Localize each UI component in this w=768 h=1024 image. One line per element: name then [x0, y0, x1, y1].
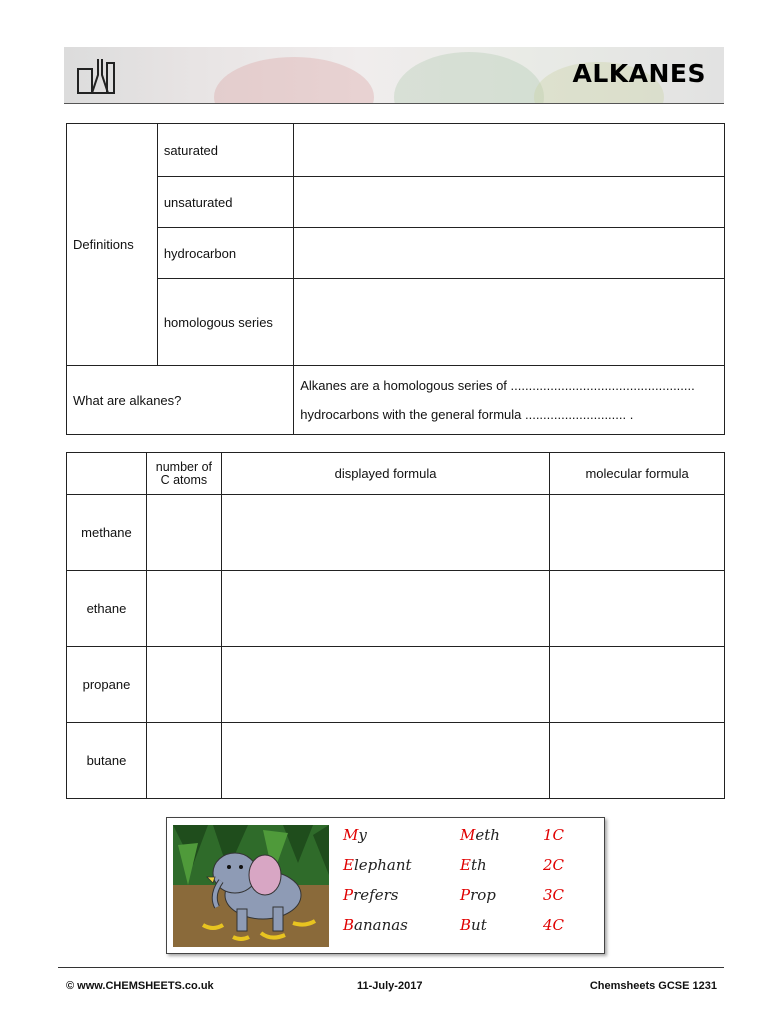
mnemonic-prefix: But	[460, 916, 487, 934]
mnemonic-prefix: Meth	[460, 826, 500, 844]
displayed-formula-cell[interactable]	[221, 571, 549, 647]
banner-decoration	[214, 57, 374, 104]
answer-cell[interactable]	[294, 228, 725, 279]
table-header-carbon-atoms	[146, 453, 221, 495]
carbon-count-label: 3C	[543, 886, 565, 904]
table-header-empty	[67, 453, 147, 495]
mnemonic-word: Prefers	[343, 886, 399, 904]
carbon-count-cell[interactable]	[146, 571, 221, 647]
term-unsaturated: unsaturated	[157, 177, 293, 228]
carbon-count-label: 1C	[543, 826, 565, 844]
page-title: ALKANES	[572, 59, 706, 88]
footer-date: 11-July-2017	[357, 980, 423, 992]
header-banner	[64, 47, 724, 104]
alkanes-fill-in-cell[interactable]	[294, 366, 725, 435]
molecular-formula-cell[interactable]	[550, 495, 725, 571]
carbon-count-cell[interactable]	[146, 495, 221, 571]
definitions-label: Definitions	[67, 124, 158, 366]
carbon-count-cell[interactable]	[146, 723, 221, 799]
displayed-formula-cell[interactable]	[221, 495, 549, 571]
displayed-formula-cell[interactable]	[221, 723, 549, 799]
mnemonic-box	[166, 817, 605, 954]
molecular-formula-cell[interactable]	[550, 723, 725, 799]
banner-decoration	[394, 52, 544, 104]
term-saturated: saturated	[157, 124, 293, 177]
table-header-molecular-formula: molecular formula	[550, 453, 725, 495]
row-name-butane: butane	[67, 723, 147, 799]
carbon-count-cell[interactable]	[146, 647, 221, 723]
answer-cell[interactable]	[294, 124, 725, 177]
term-homologous-series: homologous series	[157, 279, 293, 366]
answer-cell[interactable]	[294, 177, 725, 228]
mnemonic-prefix: Eth	[460, 856, 487, 874]
definitions-table	[66, 123, 725, 435]
answer-cell[interactable]	[294, 279, 725, 366]
footer-website: © www.CHEMSHEETS.co.uk	[66, 980, 214, 992]
footer-divider	[58, 967, 724, 968]
table-header-displayed-formula: displayed formula	[221, 453, 549, 495]
mnemonic-prefix: Prop	[460, 886, 496, 904]
fill-in-line-1: Alkanes are a homologous series of ...................................................	[300, 378, 695, 393]
mnemonic-word: Bananas	[343, 916, 408, 934]
molecular-formula-cell[interactable]	[550, 571, 725, 647]
molecular-formula-cell[interactable]	[550, 647, 725, 723]
footer-reference: Chemsheets GCSE 1231	[589, 980, 717, 992]
elephant-with-bananas-picture	[173, 825, 329, 947]
alkanes-table	[66, 452, 725, 799]
question-what-are-alkanes: What are alkanes?	[67, 366, 294, 435]
mnemonic-word: My	[343, 826, 367, 844]
row-name-ethane: ethane	[67, 571, 147, 647]
lab-glassware-icon	[74, 55, 120, 97]
term-hydrocarbon: hydrocarbon	[157, 228, 293, 279]
displayed-formula-cell[interactable]	[221, 647, 549, 723]
carbon-count-label: 4C	[543, 916, 565, 934]
fill-in-line-2: hydrocarbons with the general formula ............................ .	[300, 407, 634, 422]
header-carbon-atoms-label: number of C atoms	[155, 459, 213, 487]
mnemonic-word: Elephant	[343, 856, 412, 874]
row-name-methane: methane	[67, 495, 147, 571]
carbon-count-label: 2C	[543, 856, 565, 874]
row-name-propane: propane	[67, 647, 147, 723]
